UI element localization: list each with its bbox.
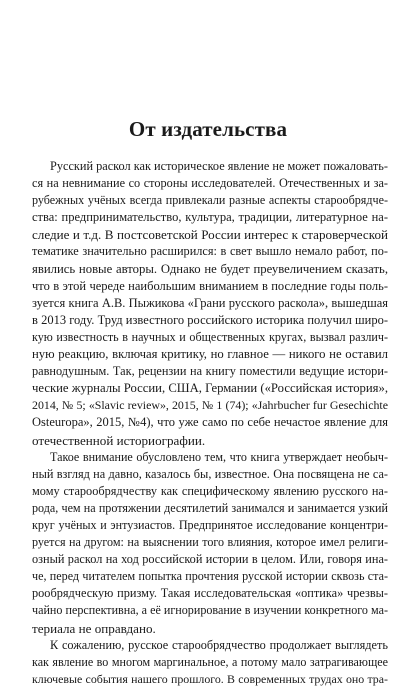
text-line: ключевые события нашего прошлого. В современных трудах оно тра-	[32, 671, 388, 686]
text-line: ную реакцию, включая критику, но главное — никого не оставил	[32, 347, 388, 362]
text-line: как явление во многом маргинальное, а потому мало затрагивающее	[32, 654, 388, 669]
text-line: Osteuropa», 2015, №4), что уже само по себе нечастое явление для	[32, 415, 388, 430]
text-line: что в этой череде наибольшим вниманием в последние годы поль-	[32, 278, 388, 293]
text-line: ства: предпринимательство, культура, традиции, литературное на-	[32, 210, 388, 225]
text-line: зуется книга А.В. Пыжикова «Грани русского раскола», вышедшая	[32, 295, 388, 310]
paragraph	[32, 637, 388, 688]
body-text	[32, 158, 388, 688]
text-line: ный взгляд на давно, казалось бы, известное. Она посвящена не са-	[32, 466, 388, 481]
text-line: явились новые авторы. Однако не будет преувеличением сказать,	[32, 261, 388, 276]
text-line: круг учёных и энтузиастов. Предпринятое исследование концентри-	[32, 517, 388, 532]
text-line: Такое внимание обусловлено тем, что книга утверждает необыч-	[50, 449, 388, 464]
text-line: рубежных учёных всегда привлекали разные аспекты старообрядче-	[32, 193, 388, 208]
text-line: отечественной историографии.	[32, 432, 206, 448]
text-line: териала не оправдано.	[32, 620, 156, 636]
text-line: в 2013 году. Труд известного российского историка получил широ-	[32, 312, 388, 327]
paragraph	[32, 158, 388, 449]
text-line: ческие журналы России, США, Германии («Российская история»,	[32, 381, 389, 396]
text-line: следие и т.д. В постсоветской России интерес к староверческой	[32, 227, 388, 243]
text-line: 2014, № 5; «Slavic review», 2015, № 1 (74); «Jahrbucher fur Gesechichte	[32, 398, 388, 413]
text-line: руется на другом: на выяснении того влияния, которое имел религи-	[32, 535, 388, 550]
text-line: ся на невнимание со стороны исследователей. Отечественных и за-	[32, 176, 388, 191]
text-line: мому старообрядчеству как специфическому явлению русского на-	[32, 483, 388, 498]
text-line: чайно перспективна, а её игнорирование в изучении конкретного ма-	[32, 603, 388, 618]
text-line: К сожалению, русское старообрядчество продолжает выглядеть	[50, 637, 388, 652]
text-line: тематике значительно расширился: в свет вышло немало работ, по-	[32, 244, 388, 259]
text-line: рода, чем на протяжении десятилетий занимался и занимается узкий	[32, 500, 388, 515]
text-line: равнодушным. Так, рецензии на книгу поместили ведущие истори-	[32, 364, 388, 379]
paragraph	[32, 449, 388, 637]
text-line: Русский раскол как историческое явление не может пожаловать-	[50, 159, 388, 173]
page-title: От издательства	[128, 117, 288, 141]
text-line: озный раскол на ход российской истории в целом. Или, говоря ина-	[32, 552, 388, 567]
text-line: че, перед читателем попытка прочтения русской истории сквозь ста-	[32, 569, 388, 584]
text-line: кую известность в научных и общественных кругах, вызвал различ-	[32, 329, 388, 344]
text-line: рообрядческую призму. Такая исследовательская «оптика» чрезвы-	[32, 586, 388, 601]
